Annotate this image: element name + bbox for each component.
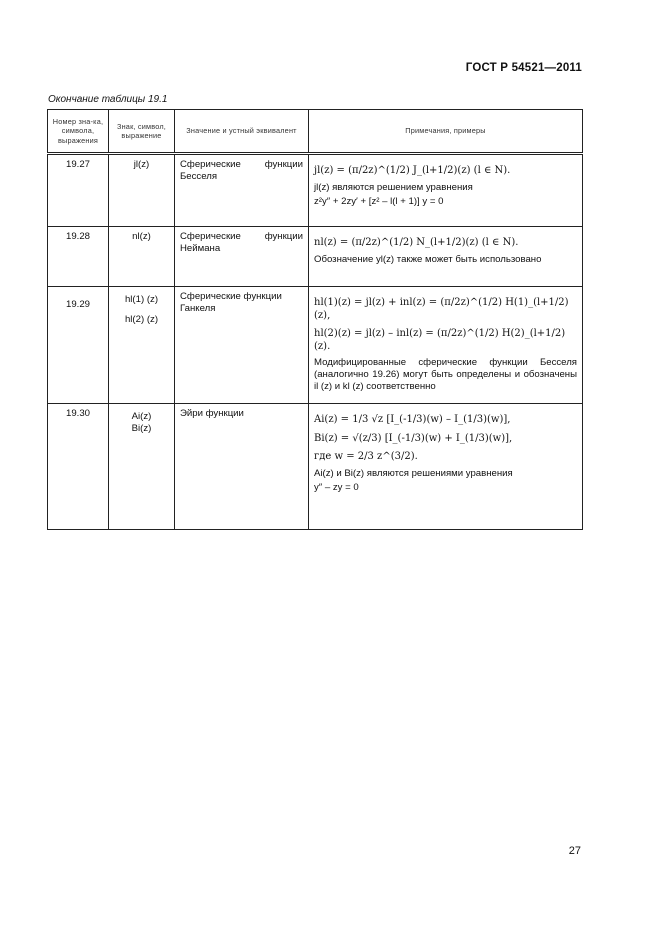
row-meaning: Сферические функции Неймана xyxy=(175,227,309,287)
table-row xyxy=(48,404,583,530)
row-symbol xyxy=(109,287,175,404)
column-header-symbol: Знак, символ, выражение xyxy=(109,110,175,154)
table-row xyxy=(48,227,583,287)
formula-ai: Ai(z) = 1/3 √z [I_(-1/3)(w) – I_(1/3)(w)], xyxy=(314,414,511,425)
row-meaning: Эйри функции xyxy=(175,404,309,530)
note-text: Ai(z) и Bi(z) являются решениями уравнения xyxy=(314,467,513,479)
column-header-meaning: Значение и устный эквивалент xyxy=(175,110,309,154)
table-row xyxy=(48,287,583,404)
row-meaning: Сферические функции Ганкеля xyxy=(175,287,309,404)
table-header-row xyxy=(48,110,583,154)
formula: jl(z) = (π/2z)^(1/2) J_(l+1/2)(z) (l ∈ N). xyxy=(314,165,511,176)
note-text: Обозначение yl(z) также может быть использовано xyxy=(314,253,542,265)
row-notes xyxy=(309,154,583,227)
table-caption: Окончание таблицы 19.1 xyxy=(48,94,168,105)
formula: nl(z) = (π/2z)^(1/2) N_(l+1/2)(z) (l ∈ N). xyxy=(314,237,519,248)
formula-h1: hl(1)(z) = jl(z) + inl(z) = (π/2z)^(1/2) H(1)_(l+1/2)(z), xyxy=(314,297,569,321)
note-text: jl(z) являются решением уравнения xyxy=(314,181,473,193)
note-text: Модифицированные сферические функции Бесселя (аналогично 19.26) могут быть определены и обозначены il (z) и kl (z) соответственно xyxy=(314,357,577,392)
definitions-table xyxy=(47,109,583,530)
row-number: 19.28 xyxy=(48,227,109,287)
row-notes xyxy=(309,287,583,404)
symbol-h2: hl(2) (z) xyxy=(124,313,159,325)
row-number: 19.29 xyxy=(48,287,109,404)
row-symbol: jl(z) xyxy=(109,154,175,227)
formula-bi: Bi(z) = √(z/3) [I_(-1/3)(w) + I_(1/3)(w)], xyxy=(314,432,513,444)
symbol-h1: hl(1) (z) xyxy=(124,294,159,305)
symbol-bi: Bi(z) xyxy=(131,422,152,434)
table-row xyxy=(48,154,583,227)
symbol-ai: Ai(z) xyxy=(131,411,152,422)
row-number: 19.30 xyxy=(48,404,109,530)
column-header-notes: Примечания, примеры xyxy=(309,110,583,154)
row-number: 19.27 xyxy=(48,154,109,227)
note-equation: y″ – zy = 0 xyxy=(314,482,359,494)
formula-h2: hl(2)(z) = jl(z) – inl(z) = (π/2z)^(1/2) H(2)_(l+1/2)(z). xyxy=(314,328,566,352)
note-equation: z²y″ + 2zy′ + [z² – l(l + 1)] y = 0 xyxy=(314,196,444,208)
standard-header: ГОСТ Р 54521—2011 xyxy=(465,62,582,74)
column-header-number: Номер зна-ка, символа, выражения xyxy=(48,110,109,154)
row-notes xyxy=(309,227,583,287)
row-symbol: nl(z) xyxy=(109,227,175,287)
formula-w: где w = 2/3 z^(3/2). xyxy=(314,451,418,462)
row-meaning: Сферические функции Бесселя xyxy=(175,154,309,227)
row-symbol xyxy=(109,404,175,530)
row-notes xyxy=(309,404,583,530)
page-number: 27 xyxy=(568,845,581,857)
